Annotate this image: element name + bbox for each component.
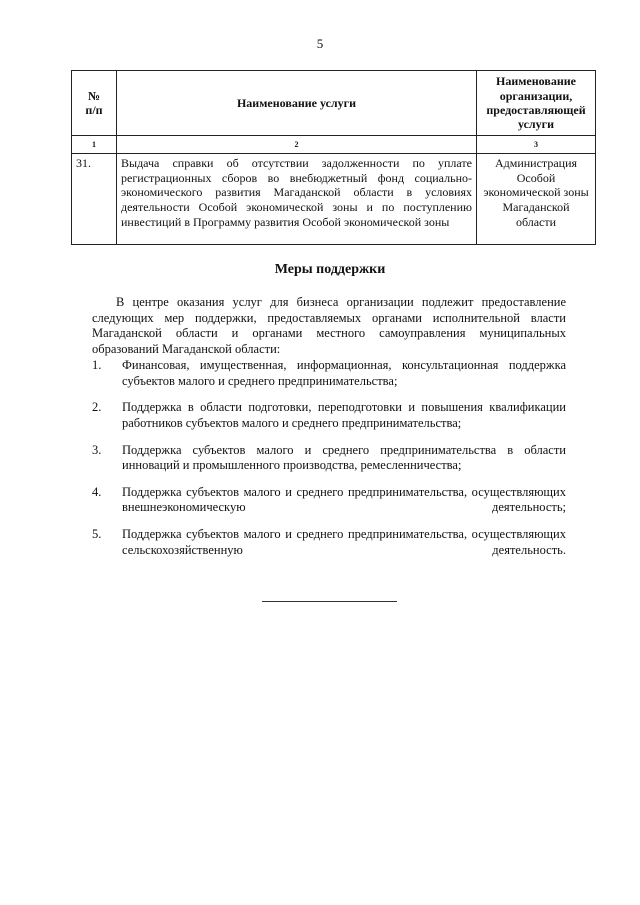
list-item [92,400,566,431]
list-item-number: 1. [92,358,102,372]
list-item-text: Поддержка в области подготовки, переподготовки и повышения квалификации работников субъектов малого и среднего предпринимательства; [122,400,566,430]
list-item [92,485,566,516]
list-item-number: 5. [92,527,102,541]
page-number: 5 [316,36,324,51]
list-item-number: 3. [92,442,102,457]
column-number: 1 [72,136,117,154]
header-service: Наименование услуги [117,71,477,136]
list-item-number: 2. [92,400,102,415]
intro-paragraph: В центре оказания услуг для бизнеса организации подлежит предоставление следующих мер поддержки, предоставляемых органами исполнительной власти Магаданской области и органами местного самоуправления муниципальных образований Магаданской области: [92,295,566,356]
header-num: № п/п [72,71,117,136]
column-number: 3 [477,136,596,154]
column-number: 2 [117,136,477,154]
list-item-text: Поддержка субъектов малого и среднего предпринимательства, осуществляющих сельскохозяйственную деятельность. [122,527,566,557]
header-org: Наименование организации, предоставляющей услуги [477,71,596,136]
services-table [71,70,596,245]
row-number: 31. [72,154,117,245]
list-item-text: Поддержка субъектов малого и среднего предпринимательства, осуществляющих внешнеэкономическую деятельность; [122,484,566,515]
table-row [72,154,596,245]
service-name: Выдача справки об отсутствии задолженности по уплате регистрационных сборов во внебюджетный фонд социально-экономического развития Магаданской области в условиях деятельности Особой экономической зоны и по поступлению инвестиций в Программу развития Особой экономической зоны [117,154,477,245]
list-item [92,527,566,558]
list-item [92,443,566,474]
table-header-row [72,71,596,136]
list-item-text: Финансовая, имущественная, информационная, консультационная поддержка субъектов малого и среднего предпринимательства; [122,358,566,388]
column-numbers-row [72,136,596,154]
organization-name: Администрация Особой экономической зоны Магаданской области [477,154,596,245]
list-item [92,358,566,389]
list-item-text: Поддержка субъектов малого и среднего предпринимательства в области инноваций и промышленного производства, ремесленничества; [122,442,566,473]
end-divider [262,601,397,602]
section-title: Меры поддержки [274,262,386,277]
support-measures-list [92,358,566,569]
list-item-number: 4. [92,484,102,499]
